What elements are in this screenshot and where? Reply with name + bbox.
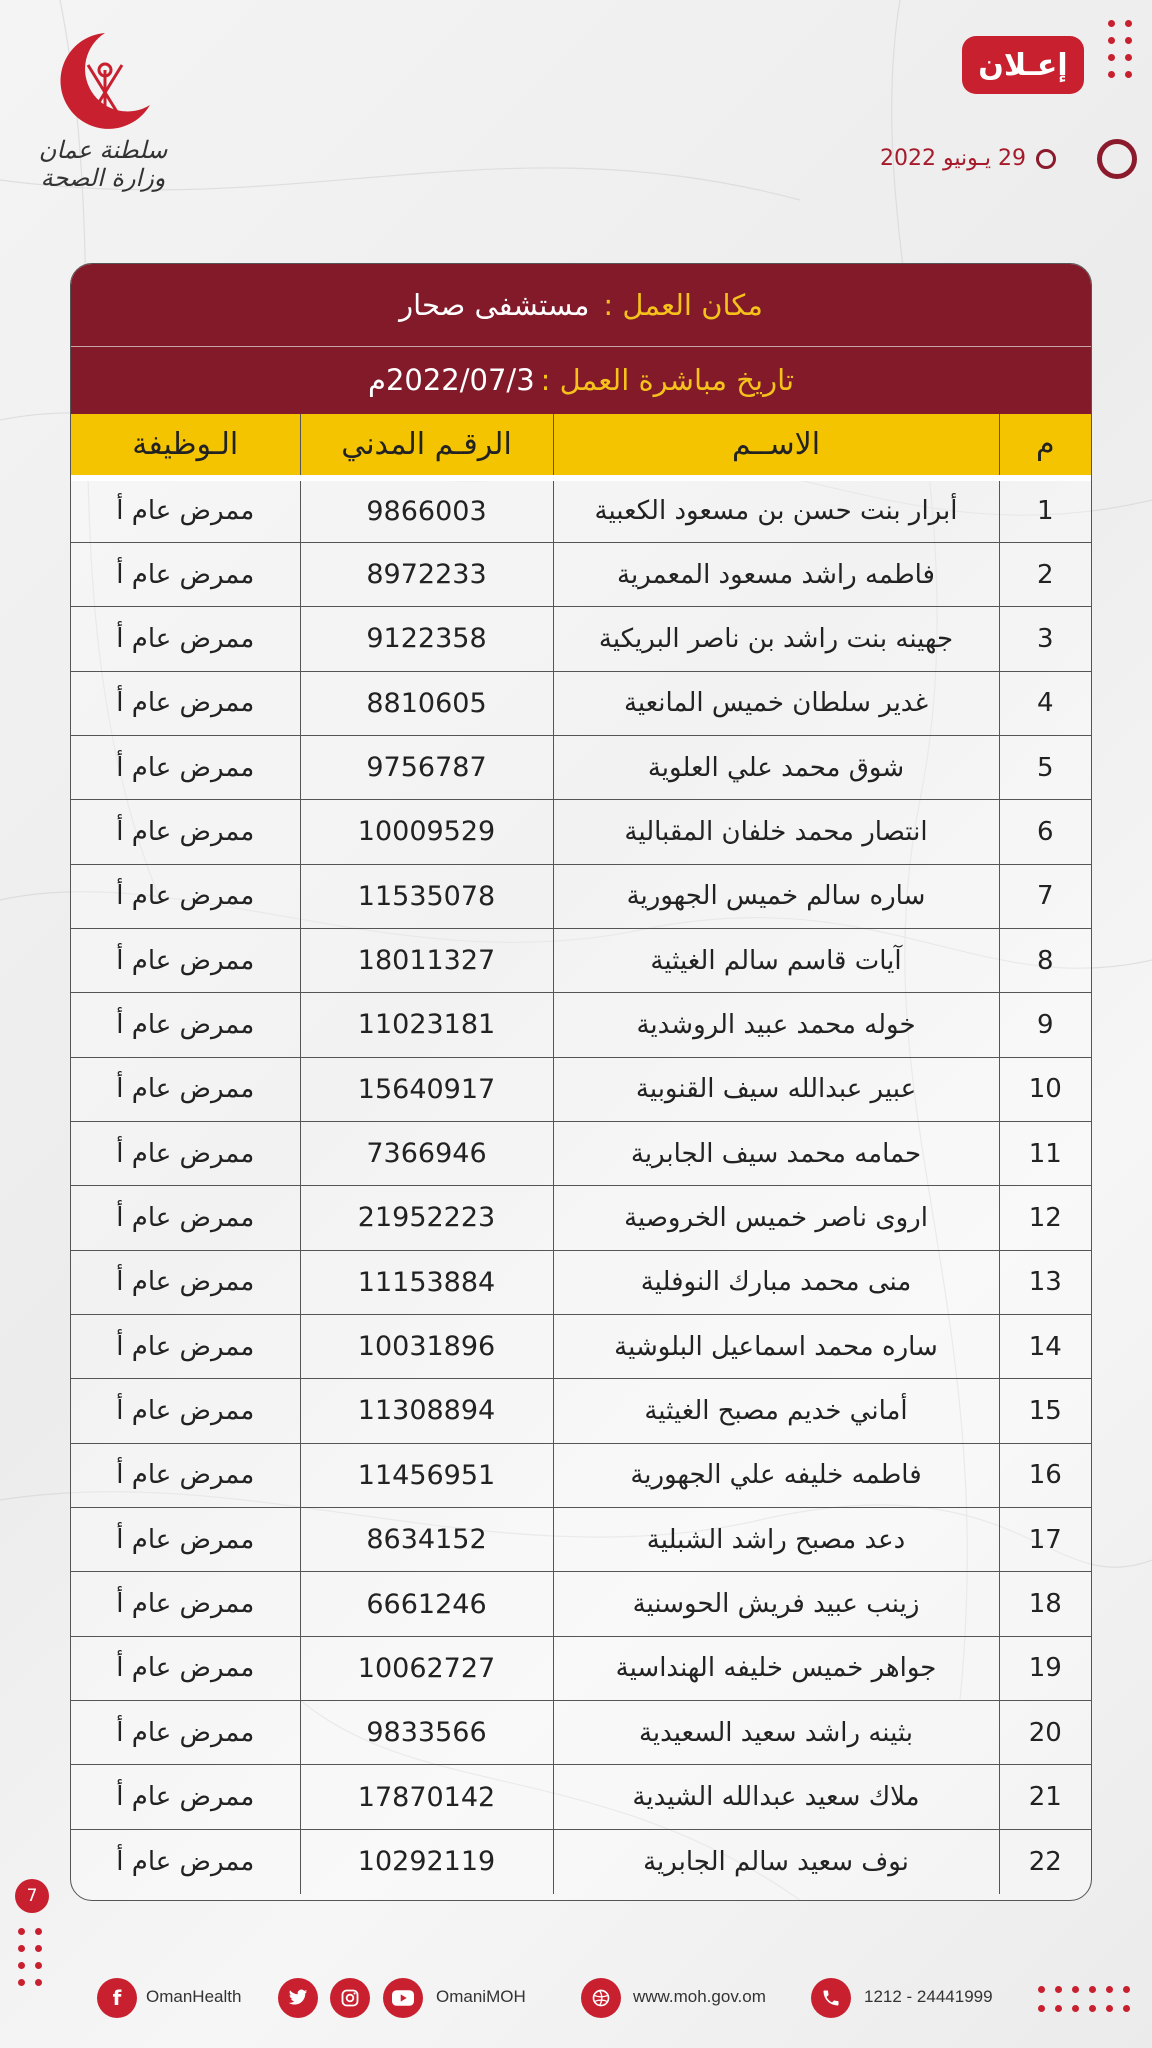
cell-number: 13	[999, 1250, 1091, 1314]
date-circle-icon	[1036, 149, 1056, 169]
emblem-icon	[30, 25, 180, 145]
page-number-badge: 7	[15, 1879, 49, 1913]
start-date-value: 2022/07/3م	[367, 362, 535, 397]
cell-job: ممرض عام أ	[71, 1572, 300, 1636]
cell-civil-id: 11456951	[300, 1443, 553, 1507]
table-row	[71, 1572, 1091, 1636]
cell-number: 18	[999, 1572, 1091, 1636]
cell-job: ممرض عام أ	[71, 542, 300, 606]
cell-number: 9	[999, 993, 1091, 1057]
table-row	[71, 993, 1091, 1057]
cell-number: 21	[999, 1765, 1091, 1829]
cell-number: 17	[999, 1508, 1091, 1572]
announcement-date: 29 يـونيو 2022	[880, 146, 1027, 171]
cell-civil-id: 7366946	[300, 1121, 553, 1185]
table-row	[71, 1314, 1091, 1378]
start-date-line	[71, 346, 1091, 412]
decor-dots-top-right	[1108, 20, 1132, 78]
table-row	[71, 800, 1091, 864]
globe-icon[interactable]	[581, 1978, 621, 2018]
cell-civil-id: 8634152	[300, 1508, 553, 1572]
cell-civil-id: 9833566	[300, 1701, 553, 1765]
cell-name: زينب عبيد فريش الحوسنية	[553, 1572, 999, 1636]
cell-job: ممرض عام أ	[71, 1765, 300, 1829]
cell-name: نوف سعيد سالم الجابرية	[553, 1829, 999, 1893]
cell-name: فاطمه راشد مسعود المعمرية	[553, 542, 999, 606]
cell-civil-id: 10062727	[300, 1636, 553, 1700]
facebook-icon[interactable]: f	[97, 1978, 137, 2018]
cell-civil-id: 9866003	[300, 478, 553, 542]
cell-name: ساره محمد اسماعيل البلوشية	[553, 1314, 999, 1378]
cell-name: بثينه راشد سعيد السعيدية	[553, 1701, 999, 1765]
phone-icon[interactable]	[811, 1978, 851, 2018]
cell-name: شوق محمد علي العلوية	[553, 735, 999, 799]
cell-number: 6	[999, 800, 1091, 864]
cell-civil-id: 9756787	[300, 735, 553, 799]
workplace-label: مكان العمل :	[603, 288, 763, 322]
table-row	[71, 1636, 1091, 1700]
cell-job: ممرض عام أ	[71, 1057, 300, 1121]
col-header-number: م	[999, 414, 1091, 478]
table-header-row	[71, 414, 1091, 478]
cell-number: 19	[999, 1636, 1091, 1700]
table-row	[71, 1701, 1091, 1765]
cell-civil-id: 8972233	[300, 542, 553, 606]
decor-dots-bottom-right	[1038, 1986, 1130, 2012]
cell-number: 4	[999, 671, 1091, 735]
cell-name: دعد مصبح راشد الشبلية	[553, 1508, 999, 1572]
cell-civil-id: 11535078	[300, 864, 553, 928]
cell-civil-id: 8810605	[300, 671, 553, 735]
cell-number: 12	[999, 1186, 1091, 1250]
cell-name: جهينه بنت راشد بن ناصر البريكية	[553, 607, 999, 671]
cell-number: 14	[999, 1314, 1091, 1378]
cell-name: خوله محمد عبيد الروشدية	[553, 993, 999, 1057]
facebook-handle[interactable]: OmanHealth	[146, 1987, 242, 2006]
cell-job: ممرض عام أ	[71, 993, 300, 1057]
cell-number: 15	[999, 1379, 1091, 1443]
cell-job: ممرض عام أ	[71, 478, 300, 542]
col-header-name: الاســم	[553, 414, 999, 478]
cell-name: غدير سلطان خميس المانعية	[553, 671, 999, 735]
twitter-icon[interactable]	[278, 1978, 318, 2018]
cell-job: ممرض عام أ	[71, 1186, 300, 1250]
employees-table	[71, 414, 1091, 1894]
cell-job: ممرض عام أ	[71, 671, 300, 735]
cell-civil-id: 15640917	[300, 1057, 553, 1121]
workplace-line	[71, 264, 1091, 346]
cell-job: ممرض عام أ	[71, 864, 300, 928]
table-row	[71, 735, 1091, 799]
cell-number: 22	[999, 1829, 1091, 1893]
cell-civil-id: 6661246	[300, 1572, 553, 1636]
cell-civil-id: 9122358	[300, 607, 553, 671]
start-date-label: تاريخ مباشرة العمل :	[540, 362, 795, 397]
cell-job: ممرض عام أ	[116, 1846, 255, 1877]
cell-number: 10	[999, 1057, 1091, 1121]
ministry-name: سلطنة عمان وزارة الصحة	[38, 136, 168, 192]
table-row	[71, 478, 1091, 542]
cell-number: 3	[999, 607, 1091, 671]
cell-number: 16	[999, 1443, 1091, 1507]
cell-job: ممرض عام أ	[71, 1121, 300, 1185]
cell-number: 5	[999, 735, 1091, 799]
website-link[interactable]: www.moh.gov.om	[633, 1987, 766, 2006]
cell-job: ممرض عام أ	[71, 1636, 300, 1700]
cell-job: ممرض عام أ	[71, 607, 300, 671]
cell-civil-id: 11308894	[300, 1379, 553, 1443]
cell-job: ممرض عام أ	[71, 735, 300, 799]
cell-number: 8	[999, 928, 1091, 992]
cell-job: ممرض عام أ	[71, 1250, 300, 1314]
cell-job: ممرض عام أ	[71, 1701, 300, 1765]
table-row	[71, 1829, 1091, 1893]
table-row	[71, 1186, 1091, 1250]
cell-civil-id: 18011327	[300, 928, 553, 992]
cell-name: فاطمه خليفه علي الجهورية	[553, 1443, 999, 1507]
cell-name: ساره سالم خميس الجهورية	[553, 864, 999, 928]
cell-name: أبرار بنت حسن بن مسعود الكعبية	[553, 478, 999, 542]
cell-number: 7	[999, 864, 1091, 928]
cell-name: عبير عبدالله سيف القنوبية	[553, 1057, 999, 1121]
col-header-civil-id: الرقـم المدني	[300, 414, 553, 478]
instagram-icon[interactable]	[330, 1978, 370, 2018]
table-row	[71, 542, 1091, 606]
youtube-icon[interactable]	[383, 1978, 423, 2018]
cell-number: 1	[999, 478, 1091, 542]
announcement-badge: إعـلان	[962, 36, 1084, 94]
cell-name: ملاك سعيد عبدالله الشيدية	[553, 1765, 999, 1829]
cell-job: ممرض عام أ	[71, 800, 300, 864]
ring-icon	[1097, 139, 1137, 179]
footer	[0, 1978, 1152, 2038]
cell-name: انتصار محمد خلفان المقبالية	[553, 800, 999, 864]
cell-job: ممرض عام أ	[71, 1314, 300, 1378]
cell-name: منى محمد مبارك النوفلية	[553, 1250, 999, 1314]
cell-civil-id: 10292119	[300, 1829, 553, 1893]
cell-name: أماني خديم مصبح الغيثية	[553, 1379, 999, 1443]
phone-number[interactable]: 1212 - 24441999	[864, 1987, 993, 2006]
table-row	[71, 607, 1091, 671]
cell-name: آيات قاسم سالم الغيثية	[553, 928, 999, 992]
cell-civil-id: 21952223	[300, 1186, 553, 1250]
table-row	[71, 1443, 1091, 1507]
cell-number: 2	[999, 542, 1091, 606]
table-row	[71, 1765, 1091, 1829]
social-handle[interactable]: OmaniMOH	[436, 1987, 526, 2006]
cell-civil-id: 17870142	[300, 1765, 553, 1829]
table-row	[71, 1250, 1091, 1314]
cell-civil-id: 11023181	[300, 993, 553, 1057]
table-row	[71, 864, 1091, 928]
cell-number: 20	[999, 1701, 1091, 1765]
table-header	[71, 414, 1091, 478]
table-body	[71, 478, 1091, 1894]
col-header-job: الـوظيفة	[71, 414, 300, 478]
cell-job: ممرض عام أ	[71, 928, 300, 992]
cell-name: حمامه محمد سيف الجابرية	[553, 1121, 999, 1185]
table-row	[71, 1121, 1091, 1185]
cell-job: ممرض عام أ	[71, 1443, 300, 1507]
cell-civil-id: 10009529	[300, 800, 553, 864]
table-row	[71, 1057, 1091, 1121]
cell-name: اروى ناصر خميس الخروصية	[553, 1186, 999, 1250]
cell-job: ممرض عام أ	[71, 1508, 300, 1572]
table-row	[71, 1508, 1091, 1572]
date-row	[880, 146, 1056, 171]
cell-civil-id: 10031896	[300, 1314, 553, 1378]
table-row	[71, 1379, 1091, 1443]
card-header	[71, 264, 1091, 414]
workplace-value: مستشفى صحار	[399, 288, 590, 322]
cell-job: ممرض عام أ	[71, 1379, 300, 1443]
cell-name: جواهر خميس خليفه الهنداسية	[553, 1636, 999, 1700]
cell-number: 11	[999, 1121, 1091, 1185]
assignment-card	[70, 263, 1092, 1901]
table-row	[71, 671, 1091, 735]
table-row	[71, 928, 1091, 992]
cell-civil-id: 11153884	[300, 1250, 553, 1314]
